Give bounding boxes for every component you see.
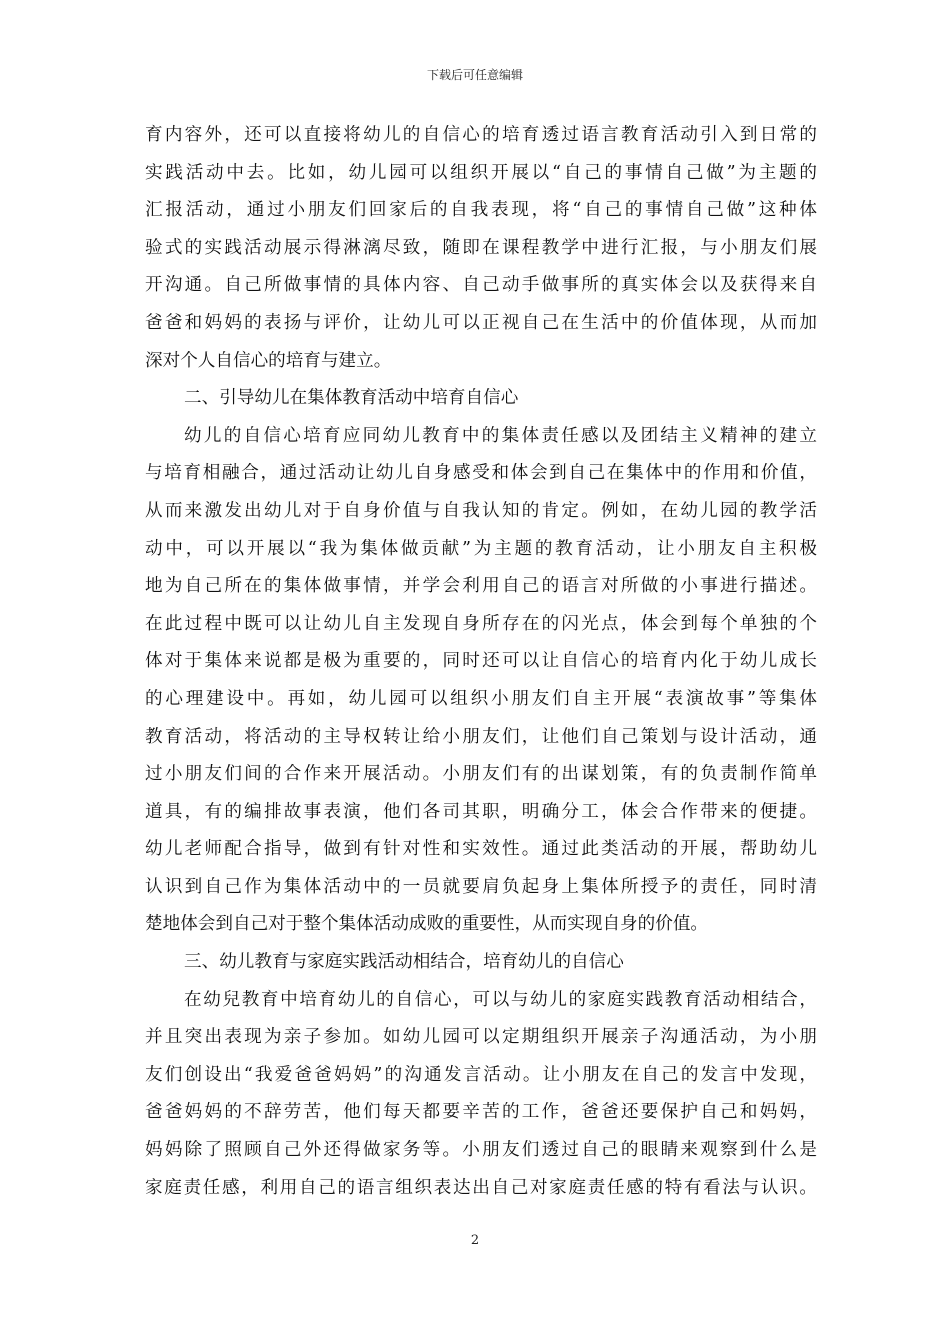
text-line: 体对于集体来说都是极为重要的，同时还可以让自信心的培育内化于幼儿成长 bbox=[145, 651, 817, 672]
text-line: 家庭责任感，利用自己的语言组织表达出自己对家庭责任感的特有看法与认识。 bbox=[145, 1177, 817, 1198]
text-line: 的心理建设中。再如，幼儿园可以组织小朋友们自主开展“表演故事”等集体 bbox=[145, 688, 817, 709]
text-line: 验式的实践活动展示得淋漓尽致，随即在课程教学中进行汇报，与小朋友们展 bbox=[145, 237, 817, 258]
text-line: 幼儿的自信心培育应同幼儿教育中的集体责任感以及团结主义精神的建立 bbox=[184, 425, 817, 446]
text-line: 并且突出表现为亲子参加。如幼儿园可以定期组织开展亲子沟通活动，为小朋 bbox=[145, 1027, 817, 1048]
text-line: 在幼兒教育中培育幼儿的自信心，可以与幼儿的家庭实践教育活动相结合， bbox=[184, 989, 817, 1010]
text-line: 认识到自己作为集体活动中的一员就要肩负起身上集体所授予的责任，同时清 bbox=[145, 876, 817, 897]
body-text bbox=[145, 117, 817, 1207]
text-line: 动中，可以开展以“我为集体做贡献”为主题的教育活动，让小朋友自主积极 bbox=[145, 538, 817, 559]
text-line: 爸爸和妈妈的表扬与评价，让幼儿可以正视自己在生活中的价值体现，从而加 bbox=[145, 312, 817, 333]
text-line: 爸爸妈妈的不辞劳苦，他们每天都要辛苦的工作，爸爸还要保护自己和妈妈， bbox=[145, 1102, 817, 1123]
page-header: 下载后可任意编辑 bbox=[426, 68, 523, 82]
text-line: 楚地体会到自己对于整个集体活动成败的重要性，从而实现自身的价值。 bbox=[145, 914, 709, 935]
text-line: 在此过程中既可以让幼儿自主发现自身所存在的闪光点，体会到每个单独的个 bbox=[145, 613, 817, 634]
page-number: 2 bbox=[470, 1233, 480, 1248]
text-line: 从而来激发出幼儿对于自身价值与自我认知的肯定。例如，在幼儿园的教学活 bbox=[145, 500, 817, 521]
text-line: 实践活动中去。比如，幼儿园可以组织开展以“自己的事情自己做”为主题的 bbox=[145, 162, 817, 183]
text-line: 妈妈除了照顾自己外还得做家务等。小朋友们透过自己的眼睛来观察到什么是 bbox=[145, 1140, 817, 1161]
text-line: 友们创设出“我爱爸爸妈妈”的沟通发言活动。让小朋友在自己的发言中发现， bbox=[145, 1064, 817, 1085]
text-line: 幼儿老师配合指导，做到有针对性和实效性。通过此类活动的开展，帮助幼儿 bbox=[145, 839, 817, 860]
text-line: 过小朋友们间的合作来开展活动。小朋友们有的出谋划策，有的负责制作简单 bbox=[145, 764, 817, 785]
text-line: 地为自己所在的集体做事情，并学会利用自己的语言对所做的小事进行描述。 bbox=[145, 576, 817, 597]
text-line: 深对个人自信心的培育与建立。 bbox=[145, 350, 392, 371]
text-line: 育内容外，还可以直接将幼儿的自信心的培育透过语言教育活动引入到日常的 bbox=[145, 125, 817, 145]
text-line: 开沟通。自己所做事情的具体内容、自己动手做事所的真实体会以及获得来自 bbox=[145, 275, 817, 296]
text-line: 汇报活动，通过小朋友们回家后的自我表现，将“自己的事情自己做”这种体 bbox=[145, 200, 817, 221]
text-line: 教育活动，将活动的主导权转让给小朋友们，让他们自己策划与设计活动，通 bbox=[145, 726, 817, 747]
text-line: 三、幼儿教育与家庭实践活动相结合，培育幼儿的自信心 bbox=[184, 952, 624, 973]
text-line: 与培育相融合，通过活动让幼儿自身感受和体会到自己在集体中的作用和价值， bbox=[145, 463, 817, 484]
text-line: 道具，有的编排故事表演，他们各司其职，明确分工，体会合作带来的便捷。 bbox=[145, 801, 817, 822]
text-line: 二、引导幼儿在集体教育活动中培育自信心 bbox=[184, 388, 519, 409]
